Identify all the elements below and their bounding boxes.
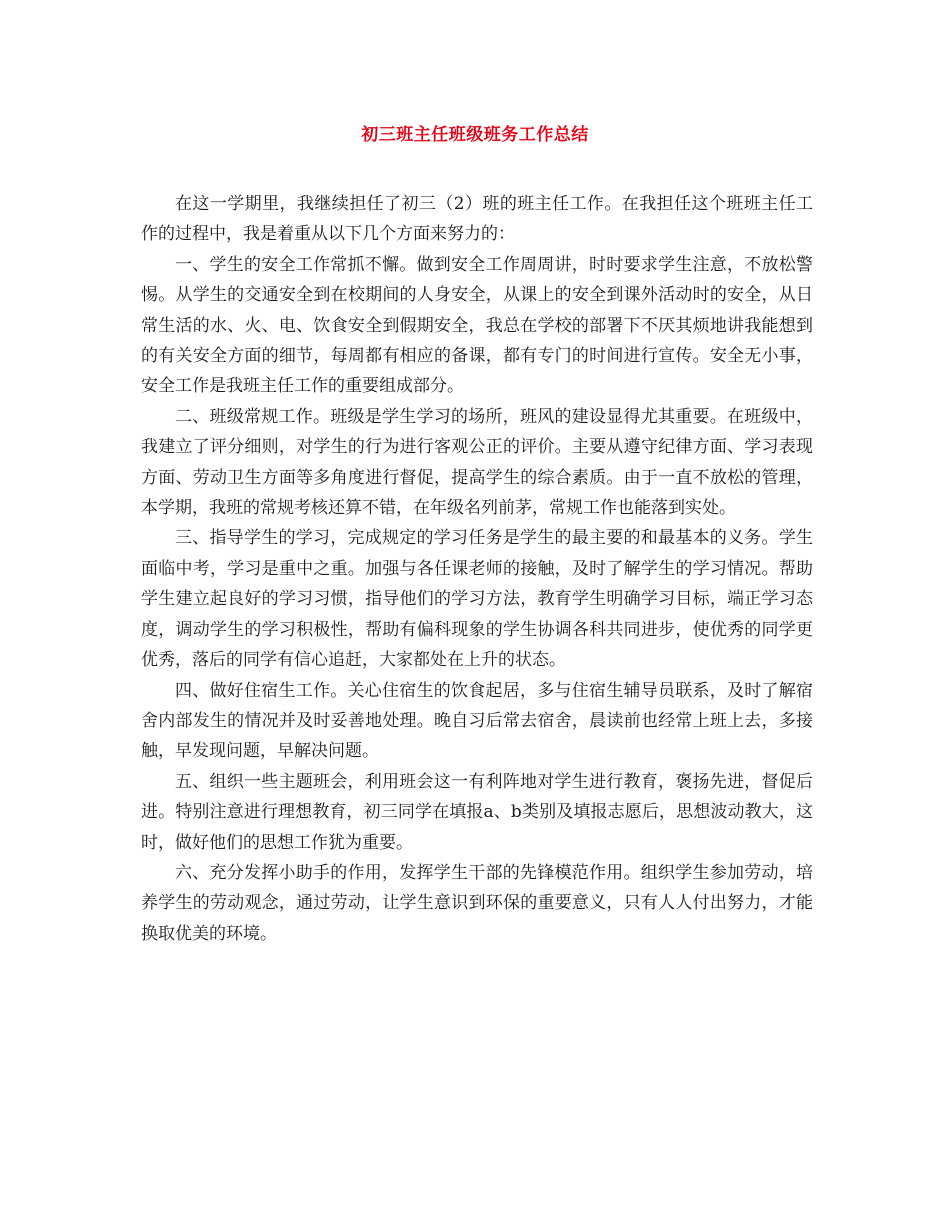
paragraph-boarding: 四、做好住宿生工作。关心住宿生的饮食起居，多与住宿生辅导员联系，及时了解宿舍内部发生的情况并及时妥善地处理。晚自习后常去宿舍，晨读前也经常上班上去，多接触，早发现问题，早解决问题。	[141, 680, 813, 762]
paragraph-intro: 在这一学期里，我继续担任了初三（2）班的班主任工作。在我担任这个班班主任工作的过程中，我是着重从以下几个方面来努力的：	[141, 194, 813, 245]
document-body	[141, 189, 813, 949]
paragraph-routine: 二、班级常规工作。班级是学生学习的场所，班风的建设显得尤其重要。在班级中，我建立了评分细则，对学生的行为进行客观公正的评价。主要从遵守纪律方面、学习表现方面、劳动卫生方面等多角度进行督促，提高学生的综合素质。由于一直不放松的管理，本学期，我班的常规考核还算不错，在年级名列前茅，常规工作也能落到实处。	[141, 406, 813, 519]
document-title: 初三班主任班级班务工作总结	[361, 125, 589, 145]
paragraph-study: 三、指导学生的学习，完成规定的学习任务是学生的最主要的和最基本的义务。学生面临中考，学习是重中之重。加强与各任课老师的接触，及时了解学生的学习情况。帮助学生建立起良好的学习习惯，指导他们的学习方法，教育学生明确学习目标，端正学习态度，调动学生的学习积极性，帮助有偏科现象的学生协调各科共同进步，使优秀的同学更优秀，落后的同学有信心追赶，大家都处在上升的状态。	[141, 528, 813, 671]
paragraph-class-meeting: 五、组织一些主题班会，利用班会这一有利阵地对学生进行教育，褒扬先进，督促后进。特别注意进行理想教育，初三同学在填报a、b类别及填报志愿后，思想波动教大，这时，做好他们的思想工作犹为重要。	[141, 771, 813, 853]
paragraph-helpers: 六、充分发挥小助手的作用，发挥学生干部的先锋模范作用。组织学生参加劳动，培养学生的劳动观念，通过劳动，让学生意识到环保的重要意义，只有人人付出努力，才能换取优美的环境。	[141, 862, 813, 944]
paragraph-safety: 一、学生的安全工作常抓不懈。做到安全工作周周讲，时时要求学生注意，不放松警惕。从学生的交通安全到在校期间的人身安全，从课上的安全到课外活动时的安全，从日常生活的水、火、电、饮食安全到假期安全，我总在学校的部署下不厌其烦地讲我能想到的有关安全方面的细节，每周都有相应的备课，都有专门的时间进行宣传。安全无小事，安全工作是我班主任工作的重要组成部分。	[141, 254, 813, 397]
